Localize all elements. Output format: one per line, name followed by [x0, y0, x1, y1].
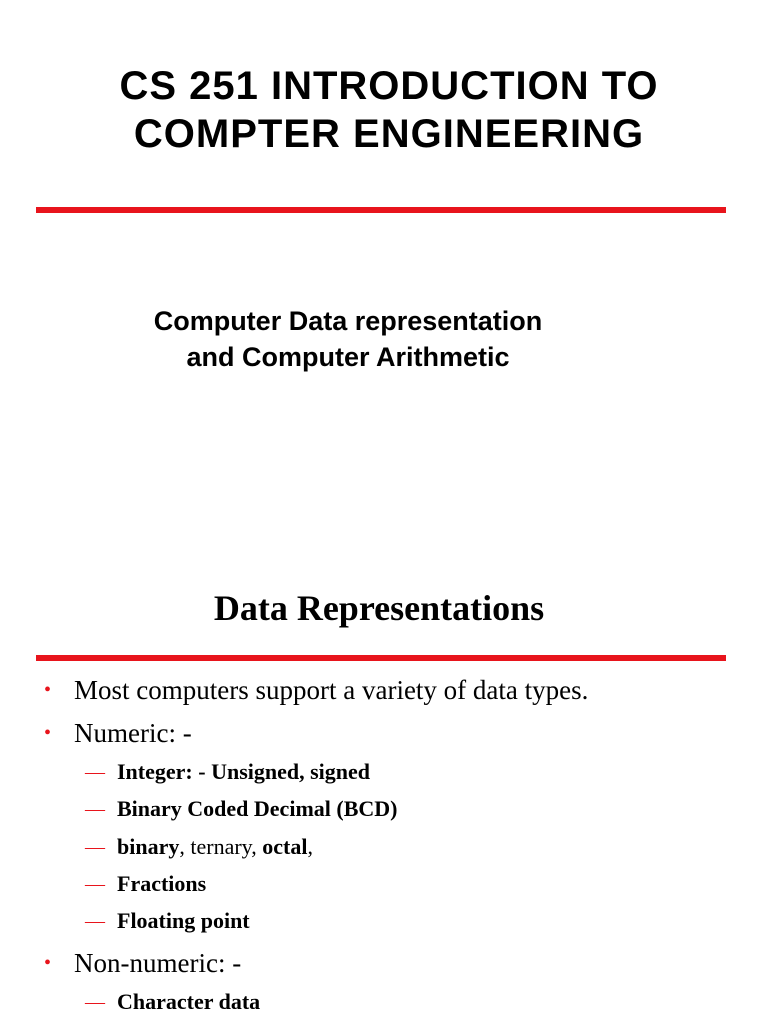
- subtitle-line1: Computer Data representation: [153, 306, 543, 336]
- bullet-icon: •: [44, 679, 52, 701]
- sub-item-text: [117, 833, 313, 861]
- bullet-text: Most computers support a variety of data types.: [74, 675, 589, 705]
- subtitle-line2: and Computer Arithmetic: [186, 342, 510, 372]
- section-title: Data Representations: [213, 588, 545, 628]
- course-title: [0, 62, 768, 158]
- dash-icon: —: [85, 836, 105, 858]
- dash-icon: —: [85, 873, 105, 895]
- octal-term: octal: [262, 834, 308, 859]
- binary-term: binary: [117, 834, 180, 859]
- sub-item-text: Character data: [117, 989, 261, 1014]
- dash-icon: —: [85, 991, 105, 1013]
- bullet-text: Numeric: -: [74, 718, 192, 748]
- bullet-icon: •: [44, 952, 52, 974]
- bullet-icon: •: [44, 722, 52, 744]
- dash-icon: —: [85, 910, 105, 932]
- section-divider: [36, 655, 726, 661]
- dash-icon: —: [85, 798, 105, 820]
- bullet-text: Non-numeric: -: [74, 948, 242, 978]
- slide-subtitle: [58, 303, 638, 375]
- course-title-line2: COMPTER ENGINEERING: [133, 112, 645, 156]
- separator-text: ,: [307, 834, 313, 859]
- dash-icon: —: [85, 761, 105, 783]
- sub-item-text: Binary Coded Decimal (BCD): [117, 796, 398, 821]
- sub-item-text: Fractions: [117, 871, 207, 896]
- sub-item-text: Integer: - Unsigned, signed: [117, 759, 371, 784]
- course-title-line1: CS 251 INTRODUCTION TO: [119, 64, 659, 108]
- sub-item-text: Floating point: [117, 908, 250, 933]
- separator-text: , ternary,: [179, 834, 263, 859]
- title-divider: [36, 207, 726, 213]
